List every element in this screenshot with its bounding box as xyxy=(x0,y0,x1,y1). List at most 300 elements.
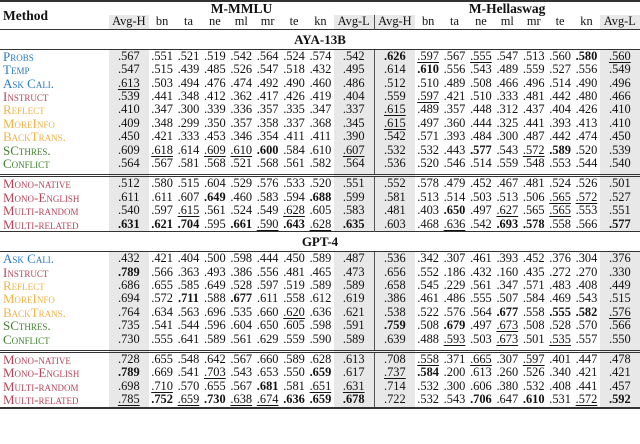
cell-value: .615 xyxy=(384,115,406,130)
cell-value: .610 xyxy=(417,62,439,77)
cell-value: .696 xyxy=(204,304,226,319)
cell-value: .495 xyxy=(342,62,365,77)
cell-value: .610 xyxy=(309,142,332,157)
cell-value: .432 xyxy=(470,264,492,279)
hellaswag-avg-h-cell xyxy=(374,117,415,130)
cell-value: .555 xyxy=(470,48,492,63)
cell-value: .363 xyxy=(177,264,200,279)
cell-value: .547 xyxy=(117,62,140,77)
cell-value: .714 xyxy=(384,378,406,393)
mmmlu-ta-cell xyxy=(175,191,201,204)
mmmlu-ml-cell xyxy=(228,103,254,116)
cell-value: .362 xyxy=(230,89,253,104)
cell-value: .460 xyxy=(309,75,332,90)
mmmlu-avg-l-cell xyxy=(334,204,375,217)
hellaswag-ne-cell xyxy=(468,380,494,393)
hellaswag-mr-cell xyxy=(521,306,547,319)
cell-value: .441 xyxy=(575,378,598,393)
cell-value: .360 xyxy=(443,115,466,130)
mmmlu-te-cell xyxy=(281,266,307,279)
hellaswag-bn-cell xyxy=(415,319,441,332)
mmmlu-ta-cell xyxy=(175,204,201,217)
mmmlu-te-cell xyxy=(281,144,307,157)
hellaswag-mr-cell xyxy=(521,393,547,407)
hellaswag-mr-cell xyxy=(521,191,547,204)
mmmlu-kn-cell xyxy=(307,306,333,319)
column-header-avg-h: Avg-H xyxy=(374,15,415,29)
cell-value: .551 xyxy=(608,203,631,218)
hellaswag-ta-cell xyxy=(441,279,467,292)
cell-value: .447 xyxy=(575,351,598,366)
mmmlu-mr-cell xyxy=(254,103,280,116)
cell-value: .518 xyxy=(283,62,305,77)
cell-value: .421 xyxy=(443,89,466,104)
mmmlu-te-cell xyxy=(281,319,307,332)
mmmlu-mr-cell xyxy=(254,380,280,393)
method-label: Reflect xyxy=(3,102,45,118)
cell-value: .582 xyxy=(309,156,332,171)
cell-value: .486 xyxy=(342,75,365,90)
mmmlu-avg-h-cell xyxy=(109,252,149,266)
cell-value: .589 xyxy=(342,277,365,292)
cell-value: .621 xyxy=(342,304,365,319)
cell-value: .627 xyxy=(496,203,519,218)
mmmlu-avg-h-cell xyxy=(109,333,149,346)
mmmlu-ne-cell xyxy=(202,306,228,319)
hellaswag-kn-cell xyxy=(573,279,599,292)
hellaswag-bn-cell xyxy=(415,90,441,103)
hellaswag-ta-cell xyxy=(441,306,467,319)
cell-value: .580 xyxy=(575,48,598,63)
mmmlu-ml-cell xyxy=(228,380,254,393)
cell-value: .442 xyxy=(549,129,571,144)
cell-value: .481 xyxy=(384,203,406,218)
cell-value: .596 xyxy=(204,318,226,333)
cell-value: .312 xyxy=(496,102,519,117)
cell-value: .520 xyxy=(417,156,439,171)
hellaswag-avg-l-cell xyxy=(600,117,640,130)
cell-value: .611 xyxy=(257,291,279,306)
hellaswag-mr-cell xyxy=(521,144,547,157)
mmmlu-ml-cell xyxy=(228,157,254,170)
mmmlu-ne-cell xyxy=(202,77,228,90)
cell-value: .529 xyxy=(230,176,253,191)
cell-value: .728 xyxy=(117,351,140,366)
hellaswag-ml-cell xyxy=(494,306,520,319)
table-row xyxy=(0,366,640,379)
cell-value: .544 xyxy=(177,318,200,333)
cell-value: .558 xyxy=(417,351,439,366)
mmmlu-kn-cell xyxy=(307,333,333,346)
mmmlu-ne-cell xyxy=(202,63,228,76)
hellaswag-mr-cell xyxy=(521,333,547,346)
cell-value: .561 xyxy=(470,277,492,292)
hellaswag-ne-cell xyxy=(468,252,494,266)
mmmlu-ta-cell xyxy=(175,218,201,232)
cell-value: .620 xyxy=(283,304,305,319)
cell-value: .590 xyxy=(256,216,279,231)
cell-value: .567 xyxy=(443,48,466,63)
cell-value: .503 xyxy=(470,331,492,346)
cell-value: .542 xyxy=(470,216,492,231)
mmmlu-ne-cell xyxy=(202,49,228,63)
cell-value: .609 xyxy=(204,142,226,157)
cell-value: .545 xyxy=(417,277,439,292)
hellaswag-ne-cell xyxy=(468,144,494,157)
mmmlu-bn-cell xyxy=(149,366,175,379)
hellaswag-avg-l-cell xyxy=(600,63,640,76)
cell-value: .584 xyxy=(417,365,439,380)
mmmlu-kn-cell xyxy=(307,292,333,305)
cell-value: .706 xyxy=(470,392,492,407)
method-label: SCthres. xyxy=(3,142,51,158)
cell-value: .710 xyxy=(151,378,173,393)
cell-value: .661 xyxy=(230,216,253,231)
mmmlu-kn-cell xyxy=(307,252,333,266)
cell-value: .486 xyxy=(443,291,466,306)
cell-value: .513 xyxy=(522,48,545,63)
cell-value: .444 xyxy=(470,115,492,130)
mmmlu-avg-l-cell xyxy=(334,366,375,379)
cell-value: .474 xyxy=(575,129,598,144)
cell-value: .604 xyxy=(230,318,253,333)
mmmlu-avg-l-cell xyxy=(334,63,375,76)
mmmlu-bn-cell xyxy=(149,117,175,130)
mmmlu-ne-cell xyxy=(202,333,228,346)
cell-value: .461 xyxy=(417,291,439,306)
cell-value: .450 xyxy=(608,129,631,144)
cell-value: .357 xyxy=(230,115,253,130)
mmmlu-kn-cell xyxy=(307,117,333,130)
mmmlu-te-cell xyxy=(281,393,307,407)
cell-value: .595 xyxy=(204,216,226,231)
cell-value: .553 xyxy=(575,203,598,218)
method-label: MoreInfo xyxy=(3,115,55,131)
mmmlu-te-cell xyxy=(281,279,307,292)
cell-value: .526 xyxy=(230,62,253,77)
hellaswag-ta-cell xyxy=(441,130,467,143)
hellaswag-avg-l-cell xyxy=(600,393,640,407)
cell-value: .547 xyxy=(256,62,279,77)
hellaswag-kn-cell xyxy=(573,117,599,130)
mmmlu-avg-h-cell xyxy=(109,279,149,292)
hellaswag-ml-cell xyxy=(494,90,520,103)
mmmlu-ta-cell xyxy=(175,103,201,116)
mmmlu-ml-cell xyxy=(228,117,254,130)
mmmlu-kn-cell xyxy=(307,157,333,170)
cell-value: .494 xyxy=(177,75,200,90)
mmmlu-kn-cell xyxy=(307,191,333,204)
mmmlu-te-cell xyxy=(281,117,307,130)
hellaswag-avg-h-cell xyxy=(374,279,415,292)
section-title: GPT-4 xyxy=(0,232,640,252)
hellaswag-avg-l-cell xyxy=(600,176,640,191)
cell-value: .533 xyxy=(283,176,305,191)
mmmlu-kn-cell xyxy=(307,176,333,191)
cell-value: .567 xyxy=(117,48,140,63)
mmmlu-bn-cell xyxy=(149,176,175,191)
cell-value: .460 xyxy=(230,189,253,204)
cell-value: .584 xyxy=(283,142,305,157)
cell-value: .452 xyxy=(470,176,492,191)
cell-value: .410 xyxy=(608,115,631,130)
cell-value: .759 xyxy=(384,318,406,333)
cell-value: .357 xyxy=(256,102,279,117)
cell-value: .681 xyxy=(256,378,279,393)
hellaswag-ne-cell xyxy=(468,351,494,366)
cell-value: .673 xyxy=(496,318,519,333)
cell-value: .260 xyxy=(496,365,519,380)
cell-value: .496 xyxy=(522,75,545,90)
mmmlu-bn-cell xyxy=(149,63,175,76)
hellaswag-mr-cell xyxy=(521,130,547,143)
column-header-kn: kn xyxy=(580,14,593,29)
method-label: Multi-random xyxy=(3,378,79,394)
hellaswag-avg-l-cell xyxy=(600,49,640,63)
hellaswag-ml-cell xyxy=(494,266,520,279)
table-row xyxy=(0,393,640,407)
cell-value: .576 xyxy=(443,304,466,319)
cell-value: .617 xyxy=(342,365,365,380)
cell-value: .490 xyxy=(283,75,305,90)
mmmlu-bn-cell xyxy=(149,380,175,393)
cell-value: .614 xyxy=(384,62,406,77)
cell-value: .650 xyxy=(256,318,279,333)
cell-value: .426 xyxy=(575,102,598,117)
cell-value: .299 xyxy=(177,115,200,130)
cell-value: .515 xyxy=(151,62,173,77)
table-row xyxy=(0,380,640,393)
hellaswag-avg-l-cell xyxy=(600,319,640,332)
hellaswag-ta-cell xyxy=(441,218,467,232)
cell-value: .441 xyxy=(151,89,173,104)
hellaswag-ne-cell xyxy=(468,218,494,232)
mmmlu-mr-cell xyxy=(254,333,280,346)
mmmlu-ml-cell xyxy=(228,292,254,305)
hellaswag-kn-cell xyxy=(573,252,599,266)
cell-value: .552 xyxy=(417,264,439,279)
hellaswag-avg-l-cell xyxy=(600,130,640,143)
cell-value: .426 xyxy=(283,89,305,104)
cell-value: .546 xyxy=(443,156,466,171)
mmmlu-ne-cell xyxy=(202,252,228,266)
mmmlu-ml-cell xyxy=(228,63,254,76)
column-header-te: te xyxy=(289,14,299,29)
hellaswag-bn-cell xyxy=(415,204,441,217)
cell-value: .570 xyxy=(177,378,200,393)
cell-value: .550 xyxy=(283,365,305,380)
hellaswag-avg-h-cell xyxy=(374,380,415,393)
hellaswag-ne-cell xyxy=(468,279,494,292)
cell-value: .605 xyxy=(309,203,332,218)
cell-value: .507 xyxy=(496,291,519,306)
hellaswag-te-cell xyxy=(547,218,573,232)
hellaswag-avg-l-cell xyxy=(600,204,640,217)
hellaswag-avg-h-cell xyxy=(374,49,415,63)
cell-value: .439 xyxy=(177,62,200,77)
hellaswag-ml-cell xyxy=(494,333,520,346)
mmmlu-mr-cell xyxy=(254,157,280,170)
mmmlu-te-cell xyxy=(281,351,307,366)
cell-value: .508 xyxy=(522,318,545,333)
mmmlu-bn-cell xyxy=(149,266,175,279)
hellaswag-bn-cell xyxy=(415,49,441,63)
cell-value: .557 xyxy=(575,331,598,346)
cell-value: .390 xyxy=(342,129,365,144)
mmmlu-bn-cell xyxy=(149,144,175,157)
cell-value: .412 xyxy=(204,89,226,104)
mmmlu-avg-h-cell xyxy=(109,191,149,204)
method-label: Ask Cali. xyxy=(3,75,55,91)
mmmlu-avg-h-cell xyxy=(109,90,149,103)
hellaswag-mr-cell xyxy=(521,380,547,393)
column-header-bn: bn xyxy=(421,14,435,29)
hellaswag-ml-cell xyxy=(494,157,520,170)
cell-value: .607 xyxy=(342,142,365,157)
section-header-row xyxy=(0,232,640,252)
hellaswag-bn-cell xyxy=(415,292,441,305)
cell-value: .789 xyxy=(117,365,140,380)
mmmlu-mr-cell xyxy=(254,63,280,76)
hellaswag-kn-cell xyxy=(573,351,599,366)
hellaswag-avg-h-cell xyxy=(374,157,415,170)
cell-value: .613 xyxy=(342,351,365,366)
cell-value: .578 xyxy=(522,216,545,231)
hellaswag-kn-cell xyxy=(573,130,599,143)
table-row xyxy=(0,204,640,217)
hellaswag-avg-h-cell xyxy=(374,366,415,379)
table-row xyxy=(0,333,640,346)
method-label: Conflict xyxy=(3,331,50,347)
mmmlu-bn-cell xyxy=(149,351,175,366)
cell-value: .300 xyxy=(496,129,519,144)
cell-value: .597 xyxy=(256,277,279,292)
cell-value: .614 xyxy=(177,142,200,157)
mmmlu-avg-l-cell xyxy=(334,306,375,319)
mmmlu-te-cell xyxy=(281,90,307,103)
mmmlu-bn-cell xyxy=(149,279,175,292)
cell-value: .565 xyxy=(549,203,571,218)
cell-value: .594 xyxy=(283,189,305,204)
mmmlu-avg-l-cell xyxy=(334,176,375,191)
mmmlu-kn-cell xyxy=(307,90,333,103)
cell-value: .552 xyxy=(384,176,406,191)
cell-value: .686 xyxy=(117,277,140,292)
cell-value: .548 xyxy=(177,351,200,366)
mmmlu-ta-cell xyxy=(175,393,201,407)
hellaswag-ta-cell xyxy=(441,49,467,63)
hellaswag-ml-cell xyxy=(494,176,520,191)
cell-value: .589 xyxy=(283,351,305,366)
cell-value: .532 xyxy=(384,142,406,157)
cell-value: .469 xyxy=(549,291,571,306)
column-header-ne: ne xyxy=(475,14,487,29)
header-dataset-mhellaswag: M-Hellaswag xyxy=(374,1,640,15)
cell-value: .497 xyxy=(417,115,439,130)
table-row xyxy=(0,292,640,305)
cell-value: .656 xyxy=(384,264,406,279)
cell-value: .466 xyxy=(496,75,519,90)
mmmlu-ml-cell xyxy=(228,204,254,217)
cell-value: .688 xyxy=(309,189,332,204)
hellaswag-ta-cell xyxy=(441,380,467,393)
cell-value: .473 xyxy=(342,264,365,279)
cell-value: .506 xyxy=(522,189,545,204)
hellaswag-ta-cell xyxy=(441,292,467,305)
cell-value: .589 xyxy=(309,277,332,292)
mmmlu-mr-cell xyxy=(254,90,280,103)
hellaswag-kn-cell xyxy=(573,393,599,407)
cell-value: .441 xyxy=(522,115,545,130)
cell-value: .589 xyxy=(342,331,365,346)
method-label: Instruct xyxy=(3,89,49,105)
cell-value: .592 xyxy=(608,392,631,407)
table-row xyxy=(0,77,640,90)
hellaswag-ml-cell xyxy=(494,117,520,130)
hellaswag-ml-cell xyxy=(494,393,520,407)
hellaswag-avg-h-cell xyxy=(374,63,415,76)
mmmlu-kn-cell xyxy=(307,204,333,217)
cell-value: .590 xyxy=(309,331,332,346)
header-method: Method xyxy=(0,1,109,29)
mmmlu-bn-cell xyxy=(149,77,175,90)
hellaswag-bn-cell xyxy=(415,333,441,346)
cell-value: .555 xyxy=(151,331,173,346)
hellaswag-te-cell xyxy=(547,292,573,305)
cell-value: .578 xyxy=(417,176,439,191)
cell-value: .641 xyxy=(177,331,200,346)
cell-value: .598 xyxy=(309,318,332,333)
column-header-avg-l: Avg-L xyxy=(600,15,640,29)
cell-value: .660 xyxy=(256,351,279,366)
hellaswag-te-cell xyxy=(547,144,573,157)
cell-value: .693 xyxy=(496,216,519,231)
cell-value: .576 xyxy=(256,176,279,191)
mmmlu-ta-cell xyxy=(175,306,201,319)
cell-value: .639 xyxy=(384,331,406,346)
cell-value: .444 xyxy=(256,251,279,266)
hellaswag-avg-h-cell xyxy=(374,90,415,103)
mmmlu-bn-cell xyxy=(149,103,175,116)
mmmlu-ta-cell xyxy=(175,77,201,90)
mmmlu-ne-cell xyxy=(202,103,228,116)
cell-value: .543 xyxy=(230,365,253,380)
cell-value: .605 xyxy=(283,318,305,333)
column-header-te: te xyxy=(555,14,565,29)
cell-value: .357 xyxy=(443,102,466,117)
mmmlu-avg-l-cell xyxy=(334,77,375,90)
cell-value: .559 xyxy=(283,331,305,346)
mmmlu-ml-cell xyxy=(228,279,254,292)
mmmlu-ml-cell xyxy=(228,130,254,143)
mmmlu-te-cell xyxy=(281,157,307,170)
cell-value: .560 xyxy=(608,48,631,63)
table-row xyxy=(0,266,640,279)
mmmlu-avg-h-cell xyxy=(109,366,149,379)
hellaswag-te-cell xyxy=(547,191,573,204)
hellaswag-mr-cell xyxy=(521,351,547,366)
cell-value: .539 xyxy=(608,142,631,157)
cell-value: .694 xyxy=(117,291,140,306)
hellaswag-kn-cell xyxy=(573,176,599,191)
hellaswag-bn-cell xyxy=(415,366,441,379)
cell-value: .492 xyxy=(256,75,279,90)
cell-value: .524 xyxy=(549,176,571,191)
hellaswag-mr-cell xyxy=(521,266,547,279)
cell-value: .300 xyxy=(443,378,466,393)
header-dataset-mmmlu: M-MMLU xyxy=(109,1,375,15)
cell-value: .465 xyxy=(309,264,332,279)
